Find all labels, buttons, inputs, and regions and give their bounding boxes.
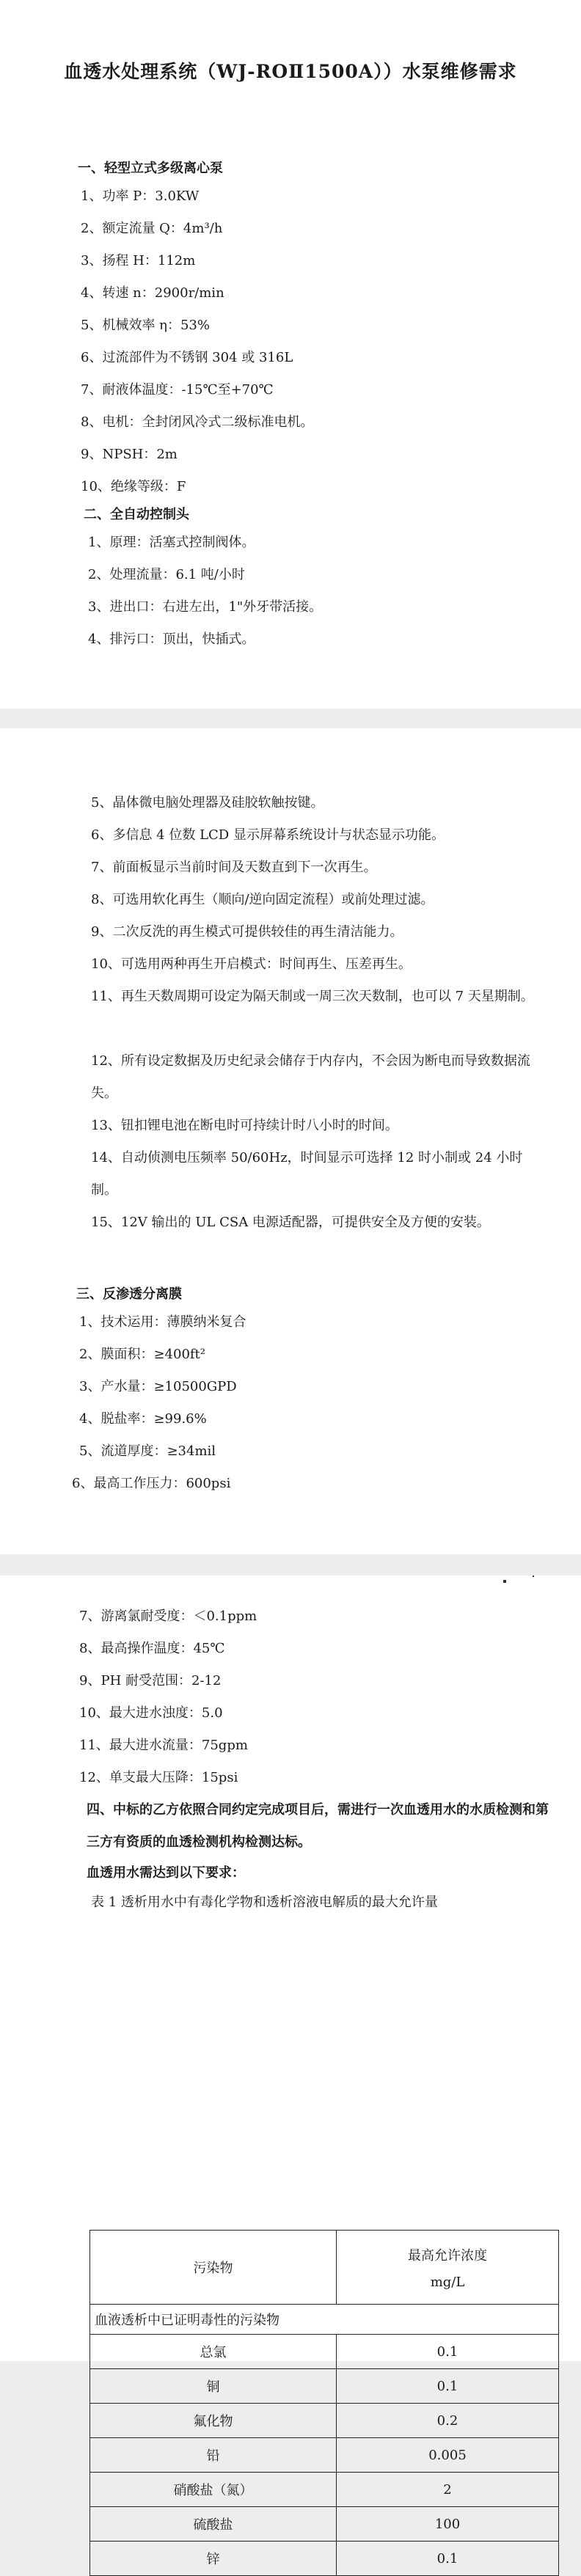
list-item: 8、最高操作温度：45℃ — [79, 1641, 225, 1656]
section-4-paragraph: 四、中标的乙方依照合同约定完成项目后，需进行一次血透用水的水质检测和第三方有资质的血透检测机构检测达标。 — [87, 1802, 549, 1850]
list-item: 1、原理：活塞式控制阀体。 — [88, 535, 255, 550]
document-title: 血透水处理系统（WJ-ROⅡ1500A））水泵维修需求 — [64, 61, 517, 82]
list-item: 4、转速 n：2900r/min — [81, 285, 224, 301]
column-header-pollutant: 污染物 — [90, 2231, 337, 2305]
list-item: 3、扬程 H：112m — [81, 253, 196, 268]
list-item: 15、12V 输出的 UL CSA 电源适配器，可提供安全及方便的安装。 — [91, 1215, 490, 1230]
table-header-row — [90, 2231, 559, 2305]
list-item: 3、产水量：≥10500GPD — [79, 1379, 237, 1394]
column-header-label: 最高允许浓度 — [408, 2247, 487, 2264]
table-row — [90, 2369, 559, 2404]
list-item: 8、可选用软化再生（顺向/逆向固定流程）或前处理过滤。 — [91, 892, 434, 907]
pollutant-limits-table — [89, 2230, 559, 2576]
table-row — [90, 2438, 559, 2473]
table-cell-pollutant: 硝酸盐（氮） — [90, 2473, 337, 2507]
list-item: 10、绝缘等级：F — [81, 479, 186, 494]
table-cell-pollutant: 铅 — [90, 2438, 337, 2473]
table-row — [90, 2404, 559, 2438]
list-item: 12、所有设定数据及历史纪录会储存于内存内，不会因为断电而导致数据流失。 — [91, 1053, 530, 1101]
list-item: 5、流道厚度：≥34mil — [79, 1443, 216, 1459]
list-item: 1、技术运用：薄膜纳米复合 — [79, 1314, 246, 1330]
table-cell-pollutant: 锌 — [90, 2542, 337, 2576]
table-cell-value: 0.2 — [337, 2404, 559, 2438]
list-item: 7、前面板显示当前时间及天数直到下一次再生。 — [91, 860, 377, 875]
list-item: 5、晶体微电脑处理器及硅胶软触按键。 — [91, 795, 324, 811]
scan-speck — [503, 1580, 506, 1583]
table-cell-value: 0.1 — [337, 2335, 559, 2369]
requirements-intro: 血透用水需达到以下要求： — [87, 1865, 245, 1881]
list-item: 14、自动侦测电压频率 50/60Hz，时间显示可选择 12 时小制或 24 小时制。 — [91, 1150, 523, 1198]
list-item: 5、机械效率 η：53% — [81, 318, 210, 333]
list-item: 9、PH 耐受范围：2-12 — [79, 1673, 222, 1688]
list-item: 7、游离氯耐受度：＜0.1ppm — [79, 1609, 257, 1624]
list-item: 4、排污口：顶出，快插式。 — [88, 632, 255, 647]
section-1-heading: 一、轻型立式多级离心泵 — [78, 161, 223, 176]
list-item: 3、进出口：右进左出，1"外牙带活接。 — [88, 599, 323, 615]
list-item: 8、电机：全封闭风冷式二级标准电机。 — [81, 414, 314, 430]
table-cell-value: 2 — [337, 2473, 559, 2507]
table-group-label: 血液透析中已证明毒性的污染物 — [90, 2305, 559, 2335]
list-item: 13、钮扣锂电池在断电时可持续计时八小时的时间。 — [91, 1118, 398, 1133]
list-item: 7、耐液体温度：-15℃至+70℃ — [81, 382, 274, 398]
table-cell-value: 0.1 — [337, 2369, 559, 2404]
list-item: 10、最大进水浊度：5.0 — [79, 1705, 223, 1721]
table-cell-pollutant: 总氯 — [90, 2335, 337, 2369]
section-2-heading: 二、全自动控制头 — [84, 507, 189, 522]
table-cell-value: 0.1 — [337, 2542, 559, 2576]
list-item: 1、功率 P：3.0KW — [81, 189, 200, 204]
list-item: 9、NPSH：2m — [81, 447, 178, 462]
list-item: 4、脱盐率：≥99.6% — [79, 1411, 207, 1427]
table-row — [90, 2473, 559, 2507]
column-header-unit: mg/L — [430, 2274, 465, 2290]
table-cell-pollutant: 氟化物 — [90, 2404, 337, 2438]
column-header-max-concentration — [337, 2231, 559, 2305]
table-cell-pollutant: 铜 — [90, 2369, 337, 2404]
document-page-2 — [0, 728, 581, 1554]
section-3-heading: 三、反渗透分离膜 — [76, 1287, 182, 1302]
list-item: 11、再生天数周期可设定为隔天制或一周三次天数制，也可以 7 天星期制。 — [91, 989, 534, 1004]
list-item: 12、单支最大压降：15psi — [79, 1770, 238, 1785]
list-item: 2、膜面积：≥400ft² — [79, 1347, 206, 1362]
list-item: 6、过流部件为不锈钢 304 或 316L — [81, 350, 293, 365]
list-item: 10、可选用两种再生开启模式：时间再生、压差再生。 — [91, 956, 412, 972]
document-page-1 — [0, 0, 581, 709]
scan-speck — [533, 1576, 534, 1577]
list-item: 2、额定流量 Q：4m³/h — [81, 221, 223, 236]
table-caption: 表 1 透析用水中有毒化学物和透析溶液电解质的最大允许量 — [91, 1895, 438, 1910]
table-row — [90, 2335, 559, 2369]
table-row — [90, 2542, 559, 2576]
table-group-row — [90, 2305, 559, 2335]
table-cell-value: 0.005 — [337, 2438, 559, 2473]
table-row — [90, 2507, 559, 2542]
list-item: 9、二次反洗的再生模式可提供较佳的再生清洁能力。 — [91, 924, 403, 940]
document-page-3 — [0, 1576, 581, 2567]
table-cell-value: 100 — [337, 2507, 559, 2542]
list-item: 11、最大进水流量：75gpm — [79, 1738, 248, 1753]
table-cell-pollutant: 硫酸盐 — [90, 2507, 337, 2542]
list-item: 6、多信息 4 位数 LCD 显示屏幕系统设计与状态显示功能。 — [91, 827, 445, 843]
list-item: 2、处理流量：6.1 吨/小时 — [88, 567, 245, 582]
list-item: 6、最高工作压力：600psi — [72, 1476, 231, 1491]
